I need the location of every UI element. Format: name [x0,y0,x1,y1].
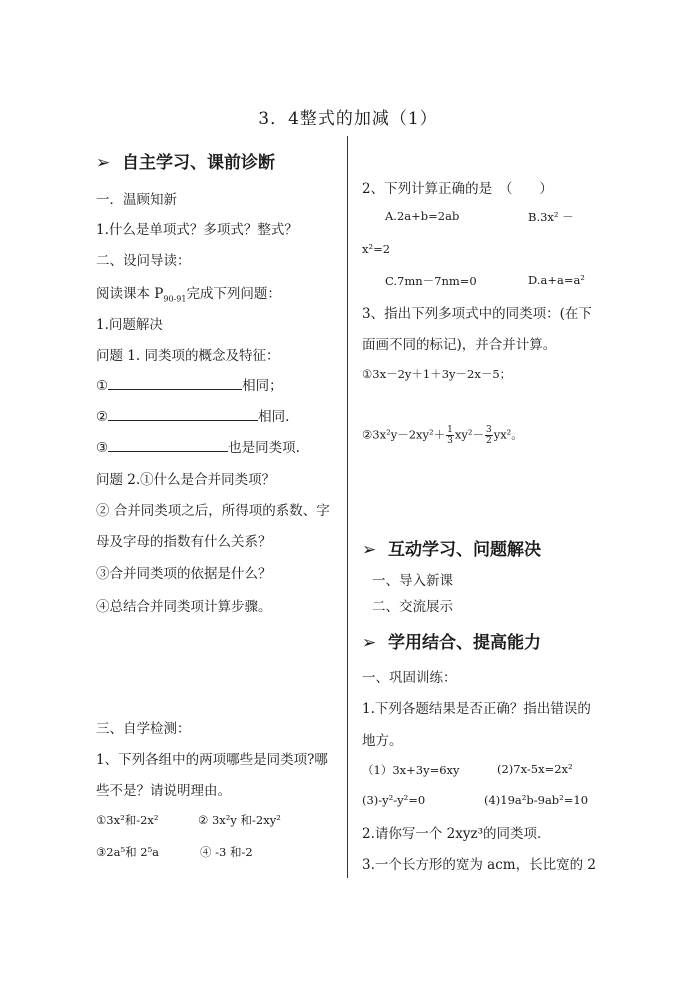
problem-2-part2-line1: ② 合并同类项之后，所得项的系数、字 [96,503,330,519]
self-check-q1-line2: 些不是？请说明理由。 [96,783,231,799]
option-c: C.7mn－7nm=0 [385,274,477,288]
arrow-bullet-icon: ➢ [362,633,377,653]
self-check-heading: 三、自学检测： [96,721,191,737]
arrow-bullet-icon: ➢ [362,540,377,560]
exercise-2: 2.请你写一个 2xyz³的同类项． [362,826,551,842]
option-a: A.2a+b=2ab [385,209,460,223]
question-3-line2: 面画不同的标记)，并合并计算。 [362,337,557,353]
exchange-item: 二、交流展示 [372,599,453,615]
self-check-q1-line1: 1、下列各组中的两项哪些是同类项?哪 [96,752,328,768]
fill-text: 也是同类项. [228,440,300,456]
question-3-line1: 3、指出下列多项式中的同类项：(在下 [362,306,592,322]
option-b: B.3x² － [528,210,574,224]
blank-line [108,406,258,421]
question-2: 2、下列计算正确的是 （ ） [362,181,553,197]
intro-item: 一、导入新课 [372,573,453,589]
exercise-3: 3.一个长方形的宽为 acm，长比宽的 2 [362,857,596,873]
blank-line [108,375,242,390]
section-heading-application [362,628,541,653]
fraction-denominator: 2 [485,436,492,446]
consolidation-heading: 一、巩固训练： [362,670,457,686]
page-title: 3．4整式的加减（1） [258,109,438,129]
question-3-expr-2 [362,425,523,446]
blank-line [108,437,228,452]
reading-instruction [96,282,281,302]
exercise-1-item-4: (4)19a²b-9ab²=10 [484,793,589,807]
read-prefix: 阅读课本 P [96,286,164,302]
fill-number: ③ [96,440,109,456]
problem-2: 问题 2.①什么是合并同类项？ [96,472,276,488]
expr-part: xy²－ [454,427,484,442]
problem-2-part4: ④总结合并同类项计算步骤。 [96,599,272,615]
section-heading-text: 互动学习、问题解决 [388,540,541,560]
guide-heading: 二、设问导读： [96,253,191,269]
review-heading: 一．温顾知新 [96,192,177,208]
exercise-1-line2: 地方。 [362,733,403,749]
column-divider [347,136,348,878]
fill-blank-1 [96,374,283,394]
exercise-1-item-2: (2)7x-5x=2x² [497,762,573,776]
section-heading-interactive [362,535,541,560]
option-d: D.a+a=a² [528,273,585,287]
question-3-expr-1: ①3x－2y＋1＋3y－2x－5； [362,367,512,381]
fraction-numerator: 1 [447,425,453,435]
problem-2-part3: ③合并同类项的依据是什么？ [96,566,272,582]
section-heading-text: 学用结合、提高能力 [388,633,541,653]
page-range: 90-91 [163,294,187,304]
fraction-numerator: 3 [485,425,492,435]
section-heading-self-study [96,148,275,173]
exercise-1-item-3: (3)-y²-y²=0 [362,793,426,807]
self-check-option-1: ①3x²和-2x² [96,813,159,827]
fill-text: 相同. [258,409,290,425]
section-heading-text: 自主学习、课前诊断 [122,153,275,173]
expr-part: ②3x²y－2xy²＋ [362,427,446,442]
exercise-1-item-1: （1）3x+3y=6xy [362,763,460,777]
self-check-option-3: ③2a⁵和 2⁵a [96,845,160,859]
exercise-1-line1: 1.下列各题结果是否正确？指出错误的 [362,701,591,717]
fill-number: ② [96,409,109,425]
fraction-three-halves [485,425,493,446]
fill-number: ① [96,378,109,394]
problem-solving-label: 1.问题解决 [96,317,163,333]
review-question: 1.什么是单项式？多项式？整式？ [96,222,298,238]
self-check-option-4: ④ -3 和-2 [200,845,253,859]
problem-2-part2-line2: 母及字母的指数有什么关系？ [96,534,272,550]
option-b-continued: x²=2 [362,242,391,256]
fill-blank-3 [96,436,300,456]
read-suffix: 完成下列问题： [186,286,281,302]
fill-text: 相同； [242,378,283,394]
self-check-option-2: ② 3x²y 和-2xy² [198,813,281,827]
expr-part: yx²。 [493,427,523,442]
arrow-bullet-icon: ➢ [96,153,111,173]
fraction-denominator: 3 [447,436,453,446]
problem-1: 问题 1. 同类项的概念及特征： [96,348,280,364]
fill-blank-2 [96,405,289,425]
fraction-one-third [446,425,454,446]
